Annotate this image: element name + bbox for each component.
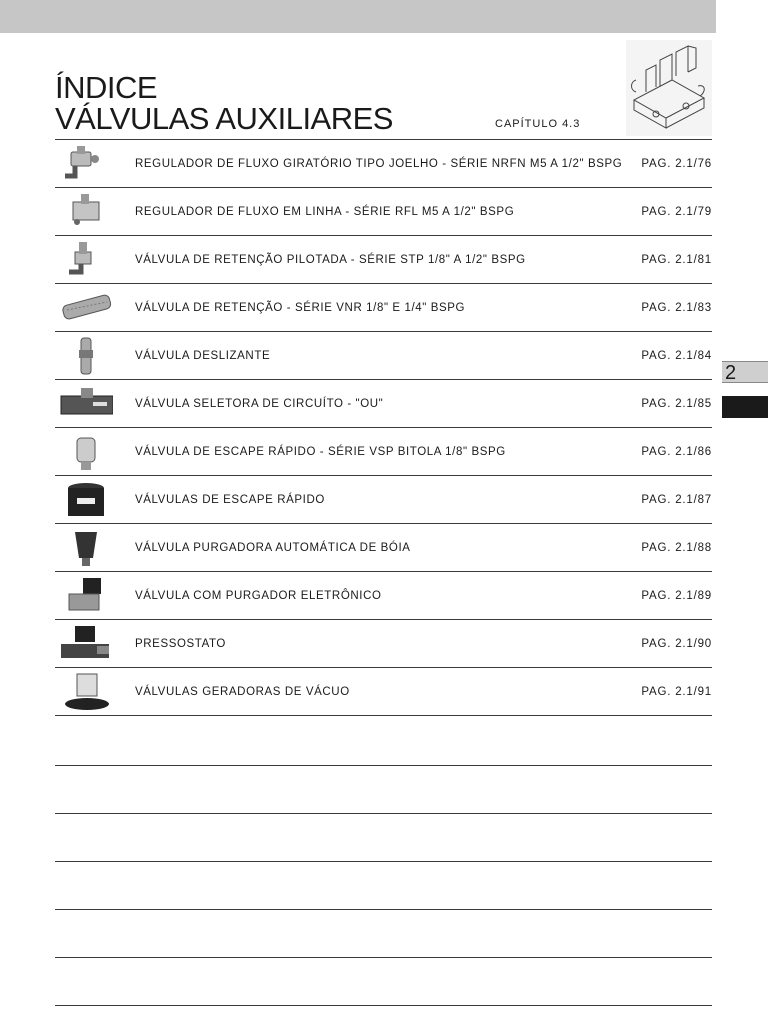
page-title [55,72,393,134]
vacuum-generator-icon [57,672,113,712]
divider [55,861,712,862]
index-row[interactable] [55,236,712,284]
index-entry-page[interactable]: PAG. 2.1/79 [641,206,712,218]
divider [55,909,712,910]
index-row[interactable] [55,428,712,476]
electronic-drain-valve-icon [57,576,113,616]
index-entry-page[interactable]: PAG. 2.1/91 [641,686,712,698]
index-row[interactable] [55,332,712,380]
index-entry-title: PRESSOSTATO [135,638,226,650]
float-drain-valve-icon [57,528,113,568]
sliding-valve-icon [57,336,113,376]
index-entry-title: VÁLVULA COM PURGADOR ELETRÔNICO [135,590,382,602]
index-entry-title: REGULADOR DE FLUXO GIRATÓRIO TIPO JOELHO - SÉRIE NRFN M5 A 1/2" BSPG [135,158,623,170]
index-entry-page[interactable]: PAG. 2.1/83 [641,302,712,314]
index-entry-page[interactable]: PAG. 2.1/76 [641,158,712,170]
index-row[interactable] [55,140,712,188]
index-row[interactable] [55,380,712,428]
index-row[interactable] [55,284,712,332]
quick-exhaust-valves-icon [57,480,113,520]
index-row[interactable] [55,668,712,716]
index-row[interactable] [55,476,712,524]
index-entry-title: VÁLVULA DE RETENÇÃO - SÉRIE VNR 1/8" E 1/4" BSPG [135,302,466,314]
index-entry-page[interactable]: PAG. 2.1/88 [641,542,712,554]
divider [55,813,712,814]
chapter-tab-marker [722,396,768,418]
divider [55,715,712,716]
index-entry-title: VÁLVULA DE RETENÇÃO PILOTADA - SÉRIE STP 1/8" A 1/2" BSPG [135,254,526,266]
chapter-tab[interactable]: 2 [722,361,768,383]
check-valve-icon [57,288,113,328]
divider [55,957,712,958]
title-line-2: VÁLVULAS AUXILIARES [55,101,393,136]
index-entry-title: VÁLVULAS DE ESCAPE RÁPIDO [135,494,325,506]
index-entry-title: VÁLVULAS GERADORAS DE VÁCUO [135,686,350,698]
valve-manifold-illustration [626,40,712,136]
index-entry-title: VÁLVULA SELETORA DE CIRCUÍTO - "OU" [135,398,384,410]
index-entry-page[interactable]: PAG. 2.1/84 [641,350,712,362]
selector-valve-icon [57,384,113,424]
top-bar [0,0,716,33]
divider [55,765,712,766]
index-row[interactable] [55,188,712,236]
chapter-label: CAPÍTULO 4.3 [495,118,581,130]
index-entry-page[interactable]: PAG. 2.1/90 [641,638,712,650]
title-line-1: ÍNDICE [55,70,158,105]
index-row[interactable] [55,620,712,668]
index-entry-title: REGULADOR DE FLUXO EM LINHA - SÉRIE RFL M5 A 1/2" BSPG [135,206,515,218]
index-row[interactable] [55,524,712,572]
elbow-flow-regulator-icon [57,144,113,184]
divider [55,1005,712,1006]
index-entry-page[interactable]: PAG. 2.1/85 [641,398,712,410]
inline-flow-regulator-icon [57,192,113,232]
pressure-switch-icon [57,624,113,664]
index-entry-page[interactable]: PAG. 2.1/87 [641,494,712,506]
index-entry-page[interactable]: PAG. 2.1/86 [641,446,712,458]
index-entry-title: VÁLVULA DESLIZANTE [135,350,271,362]
index-entry-title: VÁLVULA PURGADORA AUTOMÁTICA DE BÓIA [135,542,411,554]
index-entry-title: VÁLVULA DE ESCAPE RÁPIDO - SÉRIE VSP BITOLA 1/8" BSPG [135,446,506,458]
index-entry-page[interactable]: PAG. 2.1/81 [641,254,712,266]
quick-exhaust-valve-icon [57,432,113,472]
piloted-check-valve-icon [57,240,113,280]
index-row[interactable] [55,572,712,620]
index-entry-page[interactable]: PAG. 2.1/89 [641,590,712,602]
